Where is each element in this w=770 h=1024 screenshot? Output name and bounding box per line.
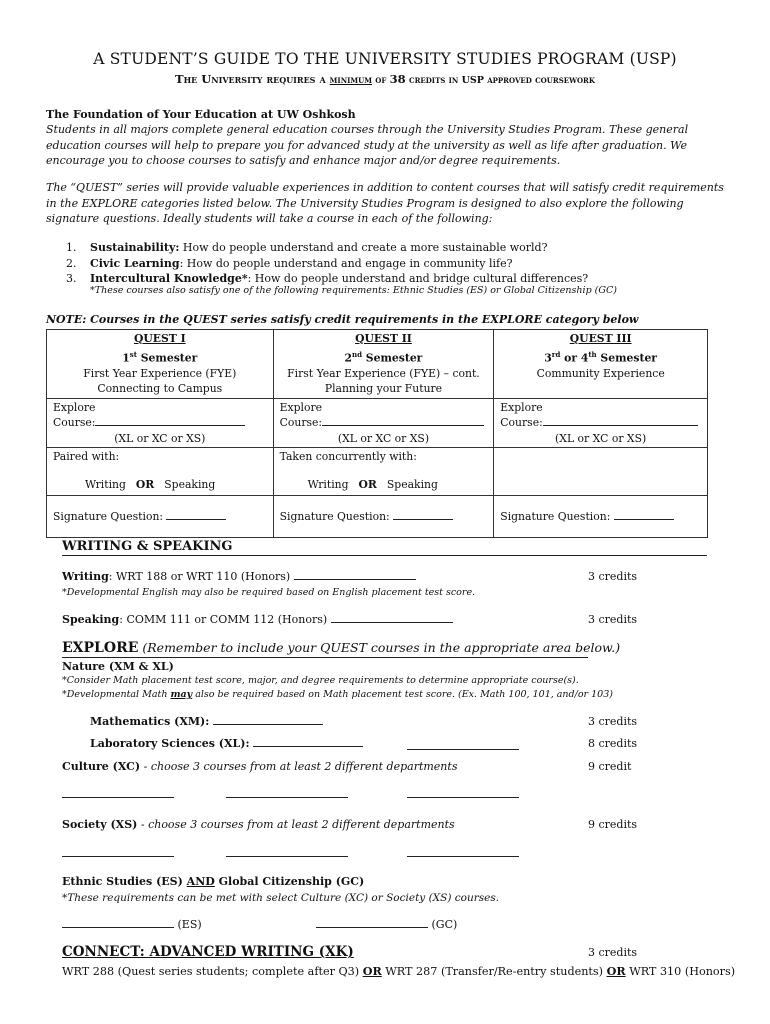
- quest-2-header: [273, 330, 494, 399]
- quest-3-signature: [494, 496, 708, 538]
- sem-num2: 4: [580, 351, 589, 365]
- math-credits: 3 credits: [588, 715, 638, 728]
- page-title: A STUDENT’S GUIDE TO THE UNIVERSITY STUDIES PROGRAM (USP): [93, 50, 677, 68]
- table-row: [47, 330, 708, 399]
- heading-rule: [62, 657, 588, 658]
- quest-line1: First Year Experience (FYE): [83, 366, 237, 380]
- ethnic-and: AND: [186, 875, 215, 888]
- sem-word: Semester: [362, 351, 423, 365]
- course-label: Course:: [53, 416, 96, 430]
- lab-label: Laboratory Sciences (XL):: [90, 737, 250, 750]
- speaking-credits: 3 credits: [588, 613, 638, 626]
- culture-credits: 9 credit: [588, 760, 632, 773]
- sig-field[interactable]: [614, 510, 674, 520]
- table-row: [47, 496, 708, 538]
- note-post: also be required based on Math placement test score. (Ex. Math 100, 101, and/or 103): [192, 689, 613, 700]
- sem-num: 3: [544, 351, 552, 365]
- ethnic-note: *These requirements can be met with select Culture (XC) or Society (XS) courses.: [62, 892, 500, 904]
- gc-field[interactable]: [316, 918, 428, 928]
- society-label: Society (XS): [62, 818, 138, 831]
- es-gc-row: [62, 918, 202, 931]
- explore-label: Explore: [500, 400, 543, 414]
- writing-field[interactable]: [294, 570, 416, 580]
- quest-3-paired: [494, 448, 708, 496]
- quest-title: QUEST III: [569, 332, 632, 345]
- writing-label: Writing: [62, 570, 109, 583]
- society-row: [62, 818, 455, 831]
- sem-sup: st: [129, 349, 137, 359]
- foundation-heading: The Foundation of Your Education at UW Oshkosh: [46, 108, 356, 121]
- speaking-row: [62, 613, 453, 626]
- sem-num: 1: [122, 351, 130, 365]
- writing-speaking-choice[interactable]: [280, 477, 488, 493]
- quest-title: QUEST II: [355, 332, 412, 345]
- society-field-3[interactable]: [407, 856, 519, 857]
- culture-field-1[interactable]: [62, 797, 174, 798]
- math-field[interactable]: [213, 715, 323, 725]
- sem-word: Semester: [136, 351, 198, 365]
- question-text: How do people understand and create a more sustainable world?: [179, 241, 548, 254]
- sem-sup: rd: [551, 349, 561, 359]
- question-label: Sustainability:: [90, 241, 180, 254]
- quest-line1: Community Experience: [536, 366, 665, 380]
- quest-2-explore: [273, 398, 494, 448]
- paired-label: Paired with:: [53, 450, 120, 464]
- table-row: [47, 398, 708, 448]
- question-text: : How do people understand and engage in community life?: [179, 256, 513, 270]
- sig-field[interactable]: [166, 510, 226, 520]
- connect-credits: 3 credits: [588, 946, 638, 959]
- list-number: 2.: [66, 256, 77, 270]
- quest-line2: Connecting to Campus: [97, 382, 223, 396]
- table-note: NOTE: Courses in the QUEST series satisfy credit requirements in the EXPLORE category below: [46, 313, 639, 326]
- math-row: [90, 715, 323, 728]
- connect-text-2: WRT 287 (Transfer/Re-entry students): [381, 965, 607, 978]
- question-text: : How do people understand and bridge cultural differences?: [247, 272, 589, 285]
- subtitle-post: credits in USP approved coursework: [405, 75, 595, 86]
- question-label: Intercultural Knowledge*: [90, 272, 248, 285]
- writing-option[interactable]: Writing: [307, 477, 349, 491]
- culture-text: - choose 3 courses from at least 2 different departments: [140, 760, 458, 773]
- quest-semester: [53, 347, 267, 366]
- culture-field-3[interactable]: [407, 797, 519, 798]
- quest-line2: Planning your Future: [324, 382, 443, 396]
- explore-course-field[interactable]: [53, 415, 267, 431]
- society-text: - choose 3 courses from at least 2 different departments: [137, 818, 455, 831]
- gc-label: (GC): [431, 918, 458, 931]
- culture-row: [62, 760, 457, 773]
- note-pre: *Developmental Math: [62, 689, 171, 700]
- ethnic-pre: Ethnic Studies (ES): [62, 875, 187, 888]
- lab-field-1[interactable]: [253, 737, 363, 747]
- sem-sup: nd: [352, 349, 363, 359]
- speaking-label: Speaking: [62, 613, 120, 626]
- quest-semester: [280, 347, 488, 366]
- writing-speaking-choice[interactable]: [53, 477, 267, 493]
- speaking-option[interactable]: Speaking: [386, 477, 438, 491]
- explore-label: Explore: [53, 400, 96, 414]
- xl-options: (XL or XC or XS): [114, 431, 206, 445]
- connect-heading: CONNECT: ADVANCED WRITING (XK): [62, 944, 354, 960]
- sig-label: Signature Question:: [500, 509, 611, 523]
- gc-row: [316, 918, 457, 931]
- signature-note: *These courses also satisfy one of the following requirements: Ethnic Studies (ES) or Global Citizenship (GC): [90, 285, 617, 296]
- foundation-text: Students in all majors complete general education courses through the University Studies Program. These general education courses will help to prepare you for advanced study at the university as well as life after graduation. We encourage you to choose courses to satisfy and enhance major and/or degree requirements.: [46, 123, 689, 167]
- table-row: [47, 448, 708, 496]
- explore-label: Explore: [279, 400, 323, 414]
- quest-intro: The “QUEST” series will provide valuable experiences in addition to content courses that will satisfy credit requirements in the EXPLORE categories listed below. The University Studies Program is designed to also explore the following signature questions. Ideally students will take a course in each of the following:: [46, 181, 724, 225]
- society-field-2[interactable]: [226, 856, 348, 857]
- lab-credits: 8 credits: [588, 737, 638, 750]
- signature-question-list: [66, 240, 588, 287]
- quest-1-signature: [47, 496, 274, 538]
- quest-2-signature: [273, 496, 494, 538]
- math-note-1: *Consider Math placement test score, major, and degree requirements to determine appropriate course(s).: [62, 675, 579, 686]
- connect-text-3: WRT 310 (Honors): [625, 965, 736, 978]
- or-label: OR: [358, 477, 377, 491]
- sem-sup2: th: [588, 349, 597, 359]
- explore-heading-note: (Remember to include your QUEST courses in the appropriate area below.): [138, 640, 621, 655]
- explore-course-field[interactable]: [280, 415, 488, 431]
- sem-word: or: [560, 351, 581, 365]
- connect-or-1: OR: [362, 964, 382, 978]
- quest-1-header: [47, 330, 274, 399]
- paired-label: Taken concurrently with:: [279, 450, 417, 464]
- heading-rule: [62, 555, 707, 556]
- quest-table: [46, 329, 708, 538]
- sig-label: Signature Question:: [53, 509, 164, 523]
- explore-course-field[interactable]: [500, 415, 701, 431]
- writing-note: *Developmental English may also be required based on English placement test score.: [62, 587, 476, 598]
- sem-num: 2: [344, 351, 353, 365]
- es-label: (ES): [177, 918, 202, 931]
- sig-label: Signature Question:: [279, 509, 390, 523]
- quest-line1: First Year Experience (FYE) – cont.: [287, 366, 480, 380]
- speaking-option[interactable]: Speaking: [164, 477, 216, 491]
- course-label: Course:: [500, 416, 543, 430]
- connect-text-1: WRT 288 (Quest series students; complete after Q3): [62, 965, 363, 978]
- quest-semester: 3rd or 4th Semester: [544, 349, 657, 365]
- list-number: 1.: [66, 241, 77, 254]
- lab-field-2[interactable]: [407, 749, 519, 750]
- quest-2-paired: [273, 448, 494, 496]
- culture-field-2[interactable]: [226, 797, 348, 798]
- connect-or-2: OR: [606, 964, 626, 978]
- xl-options: (XL or XC or XS): [337, 431, 430, 445]
- subtitle-minimum: minimum: [329, 75, 372, 86]
- society-field-1[interactable]: [62, 856, 174, 857]
- course-label: Course:: [279, 416, 323, 430]
- note-may: may: [170, 689, 193, 700]
- speaking-field[interactable]: [331, 613, 453, 623]
- quest-3-explore: [494, 398, 708, 448]
- subtitle-mid: of: [371, 75, 390, 86]
- connect-text: [62, 964, 735, 978]
- quest-3-header: [494, 330, 708, 399]
- writing-credits: 3 credits: [588, 570, 638, 583]
- ethnic-heading: [62, 875, 364, 888]
- explore-heading-row: [62, 640, 620, 656]
- signature-question-1: [66, 240, 588, 256]
- subtitle-num: 38: [389, 72, 406, 86]
- list-number: 3.: [66, 272, 77, 285]
- math-note-2: [62, 689, 613, 700]
- culture-label: Culture (XC): [62, 760, 141, 773]
- lab-row: [90, 737, 363, 750]
- math-label: Mathematics (XM):: [90, 715, 210, 728]
- writing-speaking-heading: WRITING & SPEAKING: [62, 539, 233, 554]
- ethnic-post: Global Citizenship (GC): [214, 875, 365, 888]
- es-field[interactable]: [62, 918, 174, 928]
- nature-heading: Nature (XM & XL): [62, 660, 174, 673]
- or-label: OR: [135, 477, 155, 491]
- explore-heading: EXPLORE: [62, 640, 139, 656]
- subtitle-pre: The University requires a: [175, 72, 330, 86]
- quest-1-explore: [47, 398, 274, 448]
- page-subtitle: [0, 72, 770, 86]
- signature-question-2: [66, 256, 588, 272]
- writing-row: [62, 570, 416, 583]
- quest-title: QUEST I: [133, 332, 186, 345]
- writing-text: : WRT 188 or WRT 110 (Honors): [108, 570, 291, 583]
- xl-options: (XL or XC or XS): [555, 431, 647, 445]
- sig-field[interactable]: [393, 510, 453, 520]
- writing-option[interactable]: Writing: [85, 477, 126, 491]
- quest-1-paired: [47, 448, 274, 496]
- society-credits: 9 credits: [588, 818, 638, 831]
- speaking-text: : COMM 111 or COMM 112 (Honors): [119, 613, 328, 626]
- question-label: Civic Learning: [90, 256, 180, 270]
